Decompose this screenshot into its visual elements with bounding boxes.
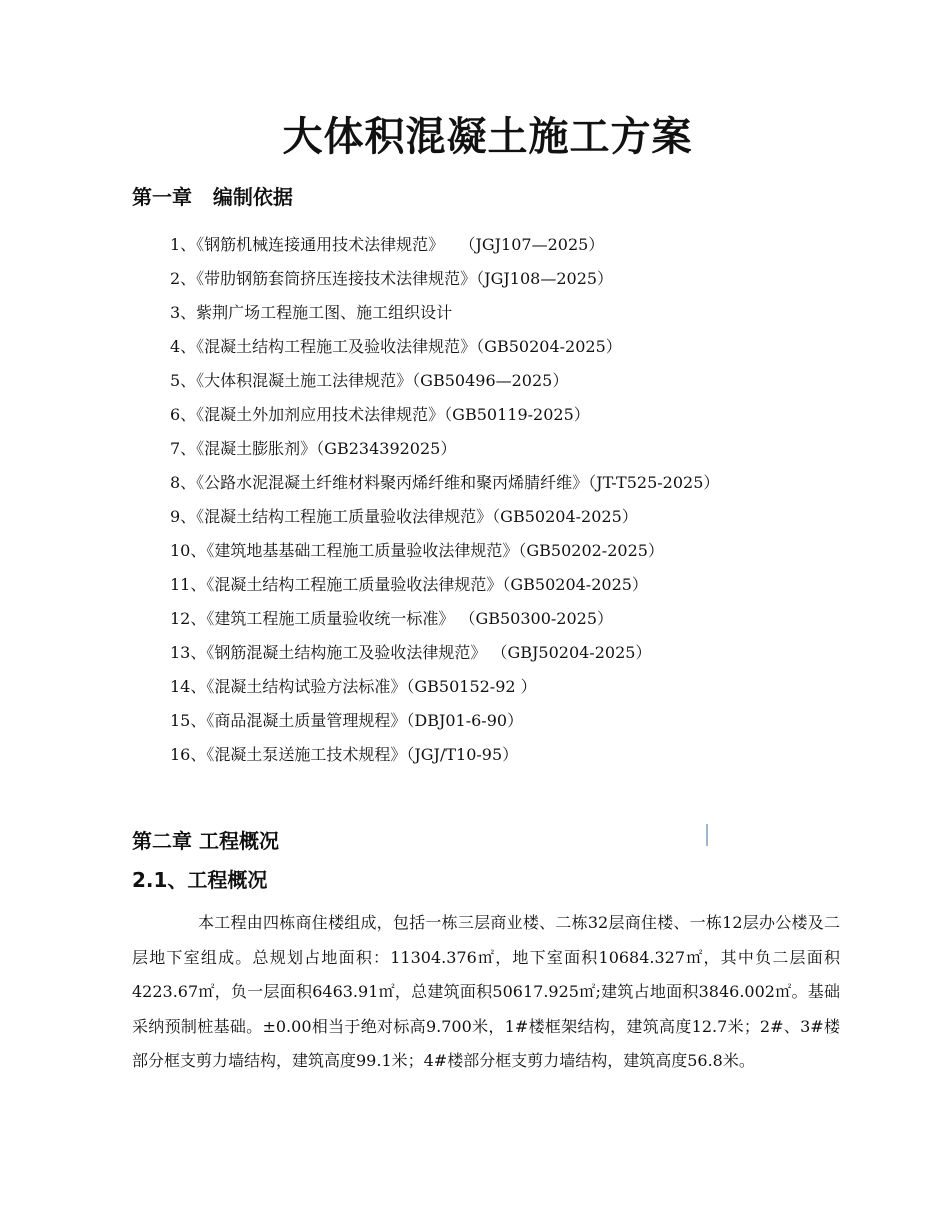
reference-item-5: 5、《大体积混凝土施工法律规范》（GB50496—2025） xyxy=(170,371,569,390)
reference-item-9: 9、《混凝土结构工程施工质量验收法律规范》（GB50204-2025） xyxy=(170,507,638,526)
chapter-2-heading: 第二章 工程概况 xyxy=(132,829,279,853)
reference-item-11: 11、《混凝土结构工程施工质量验收法律规范》（GB50204-2025） xyxy=(170,575,648,594)
text-cursor xyxy=(706,824,708,846)
reference-item-7: 7、《混凝土膨胀剂》（GB234392025） xyxy=(170,439,457,458)
reference-item-8: 8、《公路水泥混凝土纤维材料聚丙烯纤维和聚丙烯腈纤维》（JT-T525-2025） xyxy=(170,473,720,492)
reference-item-10: 10、《建筑地基基础工程施工质量验收法律规范》（GB50202-2025） xyxy=(170,541,664,560)
chapter-1-heading: 第一章 编制依据 xyxy=(132,185,293,209)
reference-item-1: 1、《钢筋机械连接通用技术法律规范》 （JGJ107—2025） xyxy=(170,235,605,254)
reference-list xyxy=(170,233,719,777)
reference-item-2: 2、《带肋钢筋套筒挤压连接技术法律规范》（JGJ108—2025） xyxy=(170,269,614,288)
reference-item-15: 15、《商品混凝土质量管理规程》（DBJ01-6-90） xyxy=(170,711,524,730)
reference-item-12: 12、《建筑工程施工质量验收统一标准》 （GB50300-2025） xyxy=(170,609,614,628)
document-title: 大体积混凝土施工方案 xyxy=(282,113,693,160)
reference-item-3: 3、紫荆广场工程施工图、施工组织设计 xyxy=(170,303,453,322)
reference-item-14: 14、《混凝土结构试验方法标准》（GB50152-92 ） xyxy=(170,677,537,696)
reference-item-4: 4、《混凝土结构工程施工及验收法律规范》（GB50204-2025） xyxy=(170,337,622,356)
reference-item-6: 6、《混凝土外加剂应用技术法律规范》（GB50119-2025） xyxy=(170,405,590,424)
section-2-1-heading: 2.1、工程概况 xyxy=(132,868,268,892)
reference-item-16: 16、《混凝土泵送施工技术规程》（JGJ/T10-95） xyxy=(170,745,519,764)
reference-item-13: 13、《钢筋混凝土结构施工及验收法律规范》 （GBJ50204-2025） xyxy=(170,643,652,662)
project-overview-paragraph: 本工程由四栋商住楼组成，包括一栋三层商业楼、二栋32层商住楼、一栋12层办公楼及二层地下室组成。总规划占地面积：11304.376㎡，地下室面积10684.327㎡，其中负二层面积4223.67㎡，负一层面积6463.91㎡，总建筑面积50617.925㎡;建筑占地面积3846.002㎡。基础采纳预制桩基础。±0.00相当于绝对标高9.700米，1#楼框架结构，建筑高度12.7米；2#、3#楼部分框支剪力墙结构，建筑高度99.1米；4#楼部分框支剪力墙结构，建筑高度56.8米。 xyxy=(132,913,840,1070)
